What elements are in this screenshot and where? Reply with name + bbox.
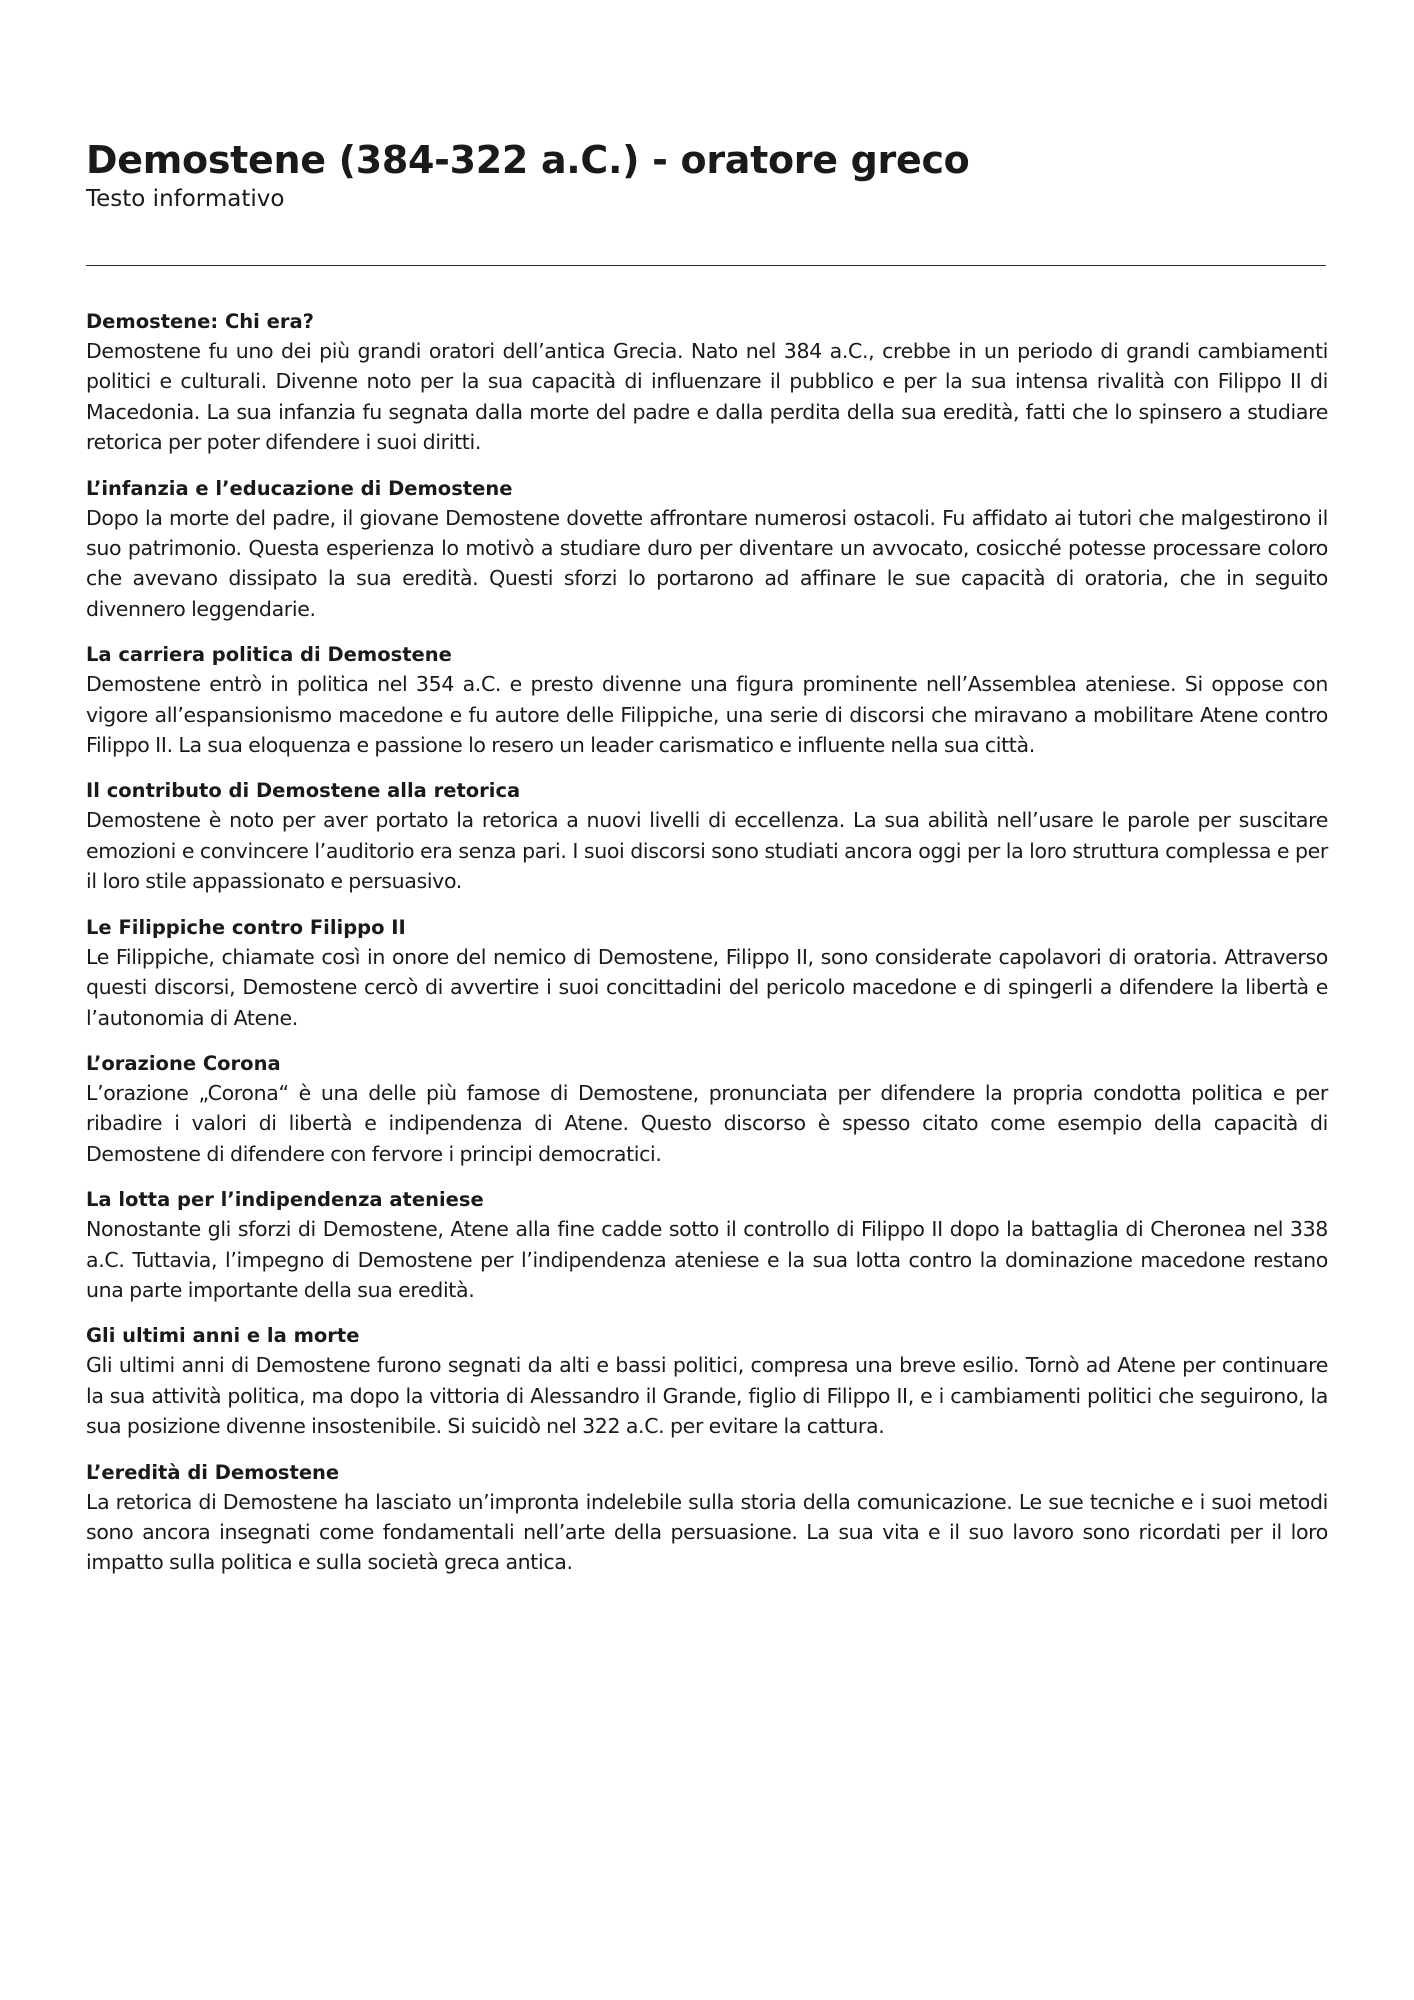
section-carriera-politica xyxy=(86,640,1328,760)
section-heading: L’orazione Corona xyxy=(86,1051,281,1075)
section-lotta-indipendenza xyxy=(86,1185,1328,1305)
section-heading: Le Filippiche contro Filippo II xyxy=(86,915,406,939)
section-body: Demostene è noto per aver portato la retorica a nuovi livelli di eccellenza. La sua abilità nell’usare le parole per suscitare emozioni e convincere l’auditorio era senza pari. I suoi discorsi sono studiati ancora oggi per la loro struttura complessa e per il loro stile appassionato e persuasivo. xyxy=(86,808,1328,894)
section-heading: Gli ultimi anni e la morte xyxy=(86,1324,360,1348)
section-heading: L’eredità di Demostene xyxy=(86,1460,340,1484)
section-body: Demostene fu uno dei più grandi oratori dell’antica Grecia. Nato nel 384 a.C., crebbe in un periodo di grandi cambiamenti politici e culturali. Divenne noto per la sua capacità di influenzare il pubblico e per la sua intensa rivalità con Filippo II di Macedonia. La sua infanzia fu segnata dalla morte del padre e dalla perdita della sua eredità, fatti che lo spinsero a studiare retorica per poter difendere i suoi diritti. xyxy=(86,339,1328,455)
section-body: Gli ultimi anni di Demostene furono segnati da alti e bassi politici, compresa una breve esilio. Tornò ad Atene per continuare la sua attività politica, ma dopo la vittoria di Alessandro il Grande, figlio di Filippo II, e i cambiamenti politici che seguirono, la sua posizione divenne insostenibile. Si suicidò nel 322 a.C. per evitare la cattura. xyxy=(86,1353,1328,1439)
section-heading: Il contributo di Demostene alla retorica xyxy=(86,779,521,803)
section-infanzia xyxy=(86,474,1328,625)
title-divider xyxy=(86,265,1326,266)
section-ultimi-anni xyxy=(86,1321,1328,1441)
document-title: Demostene (384-322 a.C.) - oratore greco xyxy=(86,138,970,182)
section-heading: Demostene: Chi era? xyxy=(86,310,314,333)
section-body: Nonostante gli sforzi di Demostene, Atene alla fine cadde sotto il controllo di Filippo II dopo la battaglia di Cheronea nel 338 a.C. Tuttavia, l’impegno di Demostene per l’indipendenza ateniese e la sua lotta contro la dominazione macedone restano una parte importante della sua eredità. xyxy=(86,1217,1328,1302)
section-body: Dopo la morte del padre, il giovane Demostene dovette affrontare numerosi ostacoli. Fu affidato ai tutori che malgestirono il suo patrimonio. Questa esperienza lo motivò a studiare duro per diventare un avvocato, cosicché potesse processare coloro che avevano dissipato la sua eredità. Questi sforzi lo portarono ad affinare le sue capacità di oratoria, che in seguito divennero leggendarie. xyxy=(86,505,1328,621)
section-body: La retorica di Demostene ha lasciato un’impronta indelebile sulla storia della comunicazione. Le sue tecniche e i suoi metodi sono ancora insegnati come fondamentali nell’arte della persuasione. La sua vita e il suo lavoro sono ricordati per il loro impatto sulla politica e sulla società greca antica. xyxy=(86,1489,1328,1575)
section-chi-era xyxy=(86,307,1328,458)
section-contributo-retorica xyxy=(86,776,1328,896)
section-heading: La lotta per l’indipendenza ateniese xyxy=(86,1188,484,1212)
section-heading: La carriera politica di Demostene xyxy=(86,643,452,667)
section-heading: L’infanzia e l’educazione di Demostene xyxy=(86,476,513,500)
section-orazione-corona xyxy=(86,1049,1328,1169)
section-body: L’orazione „Corona“ è una delle più famose di Demostene, pronunciata per difendere la propria condotta politica e per ribadire i valori di libertà e indipendenza di Atene. Questo discorso è spesso citato come esempio della capacità di Demostene di difendere con fervore i principi democratici. xyxy=(86,1080,1328,1166)
section-eredita xyxy=(86,1458,1328,1578)
section-body: Demostene entrò in politica nel 354 a.C. e presto divenne una figura prominente nell’Assemblea ateniese. Si oppose con vigore all’espansionismo macedone e fu autore delle Filippiche, una serie di discorsi che miravano a mobilitare Atene contro Filippo II. La sua eloquenza e passione lo resero un leader carismatico e influente nella sua città. xyxy=(86,672,1328,758)
section-filippiche xyxy=(86,913,1328,1033)
section-body: Le Filippiche, chiamate così in onore del nemico di Demostene, Filippo II, sono considerate capolavori di oratoria. Attraverso questi discorsi, Demostene cercò di avvertire i suoi concittadini del pericolo macedone e di spingerli a difendere la libertà e l’autonomia di Atene. xyxy=(86,944,1328,1030)
document-subtitle: Testo informativo xyxy=(86,186,285,212)
document-page xyxy=(86,138,1328,1594)
